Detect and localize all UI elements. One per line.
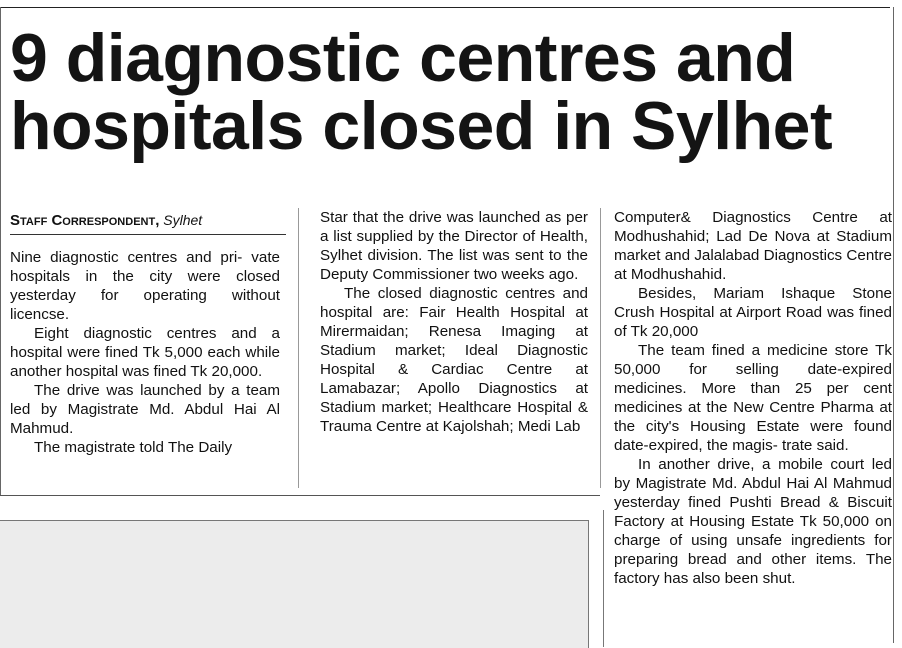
column-divider [298, 208, 299, 488]
paragraph: Computer& Diagnostics Centre at Modhushahid; Lad De Nova at Stadium market and Jalalabad Diagnostics Centre at Modhushahid. [614, 209, 892, 283]
column-divider [603, 510, 604, 647]
byline-author: Staff Correspondent, [10, 212, 160, 229]
left-border [0, 7, 1, 495]
section-divider [0, 495, 600, 496]
paragraph: Besides, Mariam Ishaque Stone Crush Hospital at Airport Road was fined of Tk 20,000 [614, 285, 892, 340]
paragraph: The team fined a medicine store Tk 50,000 for selling date-expired medicines. More than 25 per cent medicines at the New Centre Pharma at the city's Housing Estate were found date-expired, the magis- trate said. [614, 342, 892, 454]
article-column-2 [320, 208, 588, 436]
byline-location: Sylhet [163, 212, 203, 228]
column-divider [600, 208, 601, 488]
paragraph: Eight diagnostic centres and a hospital were fined Tk 5,000 each while another hospital was fined Tk 20,000. [10, 325, 280, 380]
paragraph: The closed diagnostic centres and hospital are: Fair Health Hospital at Mirermaidan; Renesa Imaging at Stadium market; Ideal Diagnostic Hospital & Cardiac Centre at Lamabazar; Apollo Diagnostics at Stadium market; Healthcare Hospital & Trauma Centre at Kajolshah; Medi Lab [320, 285, 588, 435]
byline [10, 211, 286, 235]
paragraph: Nine diagnostic centres and pri- vate hospitals in the city were closed yesterday for operating without licencse. [10, 249, 280, 323]
paragraph: The magistrate told The Daily [34, 439, 233, 456]
adjacent-article-area [0, 520, 589, 648]
paragraph: In another drive, a mobile court led by Magistrate Md. Abdul Hai Al Mahmud yesterday fined Pushti Bread & Biscuit Factory at Housing Estate Tk 50,000 on charge of using unsafe ingredients for preparing bread and other items. The factory has also been shut. [614, 456, 892, 587]
article-column-1 [10, 248, 280, 457]
article-column-3 [614, 208, 892, 588]
headline-line-2: hospitals closed in Sylhet [10, 88, 833, 164]
headline [10, 20, 890, 164]
paragraph: Star that the drive was launched as per a list supplied by the Director of Health, Sylhet division. The list was sent to the Deputy Commissioner two weeks ago. [320, 209, 588, 283]
right-border [893, 7, 894, 643]
headline-line-1: 9 diagnostic centres and [10, 20, 796, 96]
paragraph: The drive was launched by a team led by Magistrate Md. Abdul Hai Al Mahmud. [10, 382, 280, 437]
top-rule [0, 7, 890, 8]
